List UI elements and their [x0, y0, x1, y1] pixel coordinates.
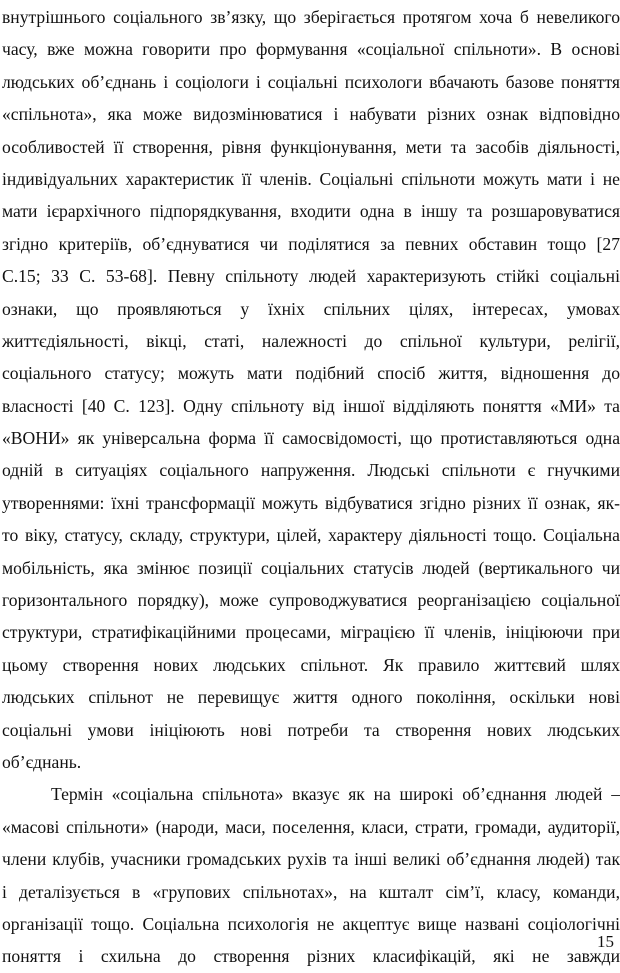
text-line: життєдіяльності, вікці, статі, належності до спільної культури, релігії,: [2, 330, 620, 351]
text-line: структури, стратифікаційними процесами, міграцією її членів, ініціюючи при: [2, 622, 620, 643]
text-line: людських спільнот не перевищує життя одного покоління, оскільки нові: [2, 687, 620, 708]
text-line: організації тощо. Соціальна психологія не акцептує вище названі соціологічні: [2, 913, 620, 934]
text-line: «спільнота», яка може видозмінюватися і набувати різних ознак відповідно: [2, 104, 620, 125]
text-line: горизонтального порядку), може супроводжуватися реорганізацією соціальної: [2, 590, 620, 611]
text-line: мобільність, яка змінює позиції соціальних статусів людей (вертикального чи: [2, 557, 620, 578]
text-line: об’єднань.: [2, 751, 82, 772]
text-line: індивідуальних характеристик її членів. Соціальні спільноти можуть мати і не: [2, 168, 620, 189]
text-line: внутрішнього соціального зв’язку, що зберігається протягом хоча б невеликого: [2, 7, 620, 27]
text-line: особливостей її створення, рівня функціонування, мети та засобів діяльності,: [2, 136, 620, 157]
text-line: члени клубів, учасники громадських рухів та інші великі об’єднання людей) так: [2, 849, 620, 870]
text-line: С.15; 33 С. 53-68]. Певну спільноту людей характеризують стійкі соціальні: [2, 266, 620, 287]
text-line: мати ієрархічного підпорядкування, входити одна в іншу та розшаровуватися: [2, 201, 620, 222]
text-line: «ВОНИ» як універсальна форма її самосвідомості, що протиставляються одна: [2, 428, 620, 449]
text-line: власності [40 С. 123]. Одну спільноту від іншої відділяють поняття «МИ» та: [2, 395, 620, 416]
text-line: одній в ситуаціях соціального напруження. Людські спільноти є гнучкими: [2, 460, 620, 481]
text-line: і деталізується в «групових спільнотах», на кшталт сім’ї, класу, команди,: [2, 881, 620, 902]
text-line: соціального статусу; можуть мати подібний спосіб життя, відношення до: [2, 363, 620, 384]
page-number: 15: [597, 932, 614, 951]
text-line: утвореннями: їхні трансформації можуть відбуватися згідно різних її ознак, як-: [2, 492, 620, 513]
text-line: цьому створення нових людських спільнот. Як правило життєвий шлях: [2, 654, 620, 675]
text-line: соціальні умови ініціюють нові потреби та створення нових людських: [2, 719, 620, 740]
text-line: ознаки, що проявляються у їхніх спільних цілях, інтересах, умовах: [2, 298, 620, 319]
text-line: «масові спільноти» (народи, маси, поселення, класи, страти, громади, аудиторії,: [2, 816, 620, 837]
text-line: часу, вже можна говорити про формування «соціальної спільноти». В основі: [2, 39, 620, 60]
text-line: поняття і схильна до створення різних класифікацій, які не завжди: [2, 946, 620, 967]
text-line: згідно критеріїв, об’єднуватися чи поділятися за певних обставин тощо [27: [2, 233, 620, 254]
text-line: то віку, статусу, складу, структури, цілей, характеру діяльності тощо. Соціальна: [2, 525, 620, 546]
text-line: людських об’єднань і соціологи і соціальні психологи вбачають базове поняття: [2, 71, 620, 92]
body-text: [2, 1, 620, 973]
text-line: Термін «соціальна спільнота» вказує як на широкі об’єднання людей –: [51, 784, 620, 805]
